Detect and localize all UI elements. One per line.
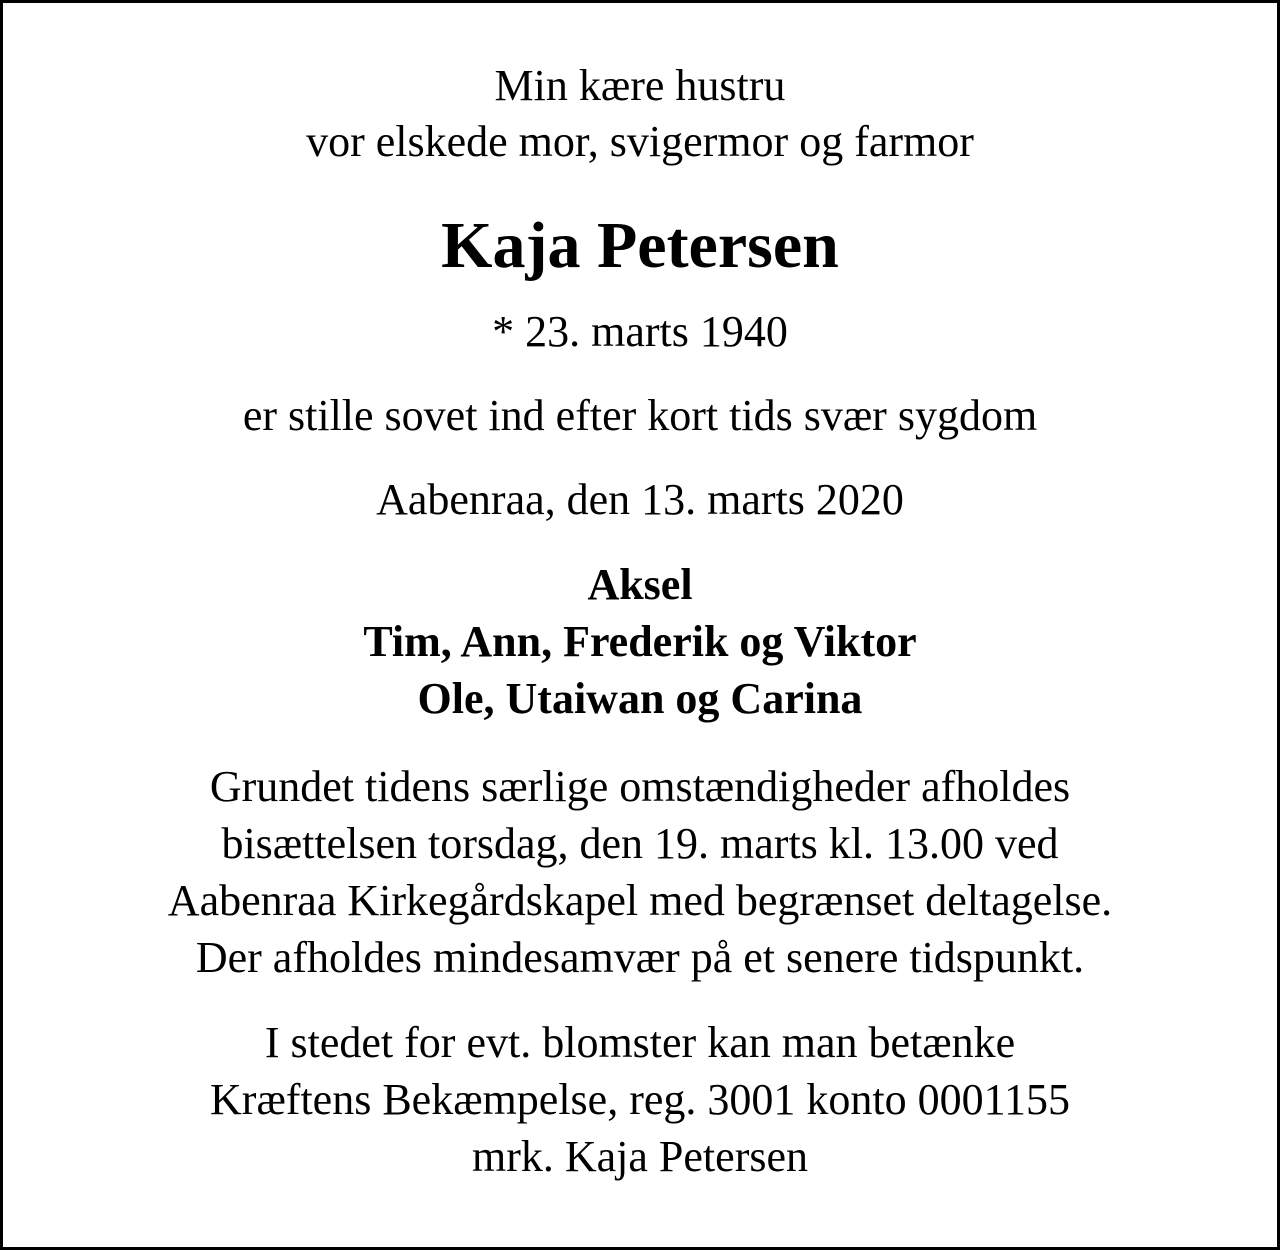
- donation-line-3: mrk. Kaja Petersen: [472, 1132, 808, 1181]
- birth-date: * 23. marts 1940: [492, 307, 788, 356]
- funeral-line-1: Grundet tidens særlige omstændigheder afholdes: [209, 762, 1071, 811]
- donation-line-2: Kræftens Bekæmpelse, reg. 3001 konto 0001155: [210, 1075, 1070, 1124]
- place-and-date: Aabenraa, den 13. marts 2020: [376, 475, 904, 524]
- deceased-name: Kaja Petersen: [441, 209, 839, 282]
- family-line-1: Aksel: [587, 560, 693, 609]
- death-statement: er stille sovet ind efter kort tids svær sygdom: [242, 391, 1038, 440]
- donation-line-1: I stedet for evt. blomster kan man betænke: [264, 1018, 1016, 1067]
- family-line-2: Tim, Ann, Frederik og Viktor: [363, 617, 917, 666]
- family-line-3: Ole, Utaiwan og Carina: [417, 674, 863, 723]
- funeral-line-3: Aabenraa Kirkegårdskapel med begrænset deltagelse.: [167, 876, 1113, 925]
- funeral-line-4: Der afholdes mindesamvær på et senere tidspunkt.: [195, 933, 1085, 982]
- funeral-line-2: bisættelsen torsdag, den 19. marts kl. 13.00 ved: [221, 819, 1059, 868]
- intro-line-2: vor elskede mor, svigermor og farmor: [306, 117, 974, 166]
- intro-line-1: Min kære hustru: [494, 61, 786, 110]
